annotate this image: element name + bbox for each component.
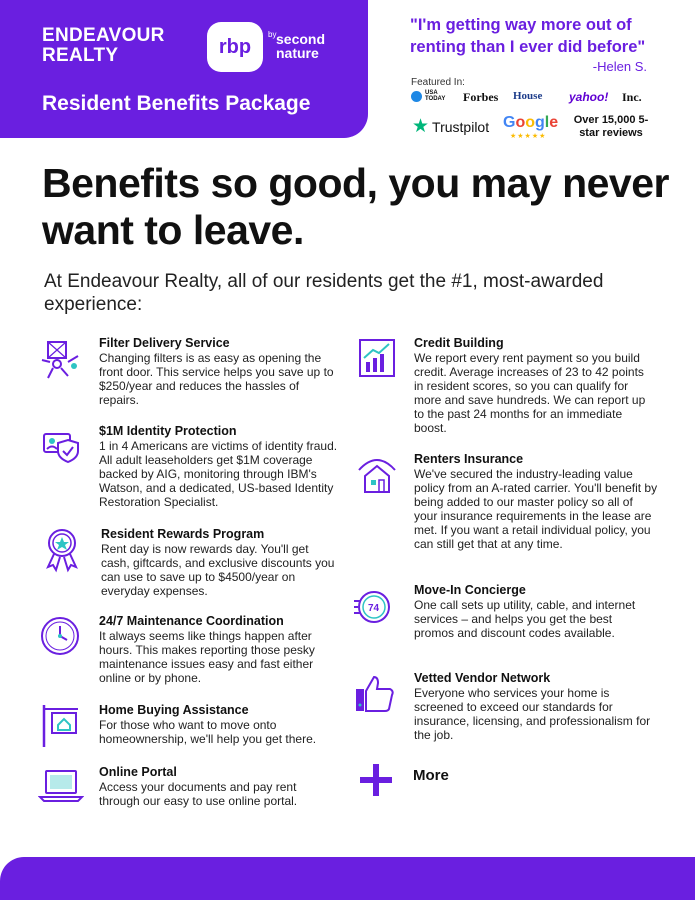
benefit-desc: We've secured the industry-leading value policy from an A-rated carrier. You'll benefit by being added to our master policy so all of your insurance requirements in the lease are met. If you want a retail individual policy, you can still get that at any time. xyxy=(414,467,658,551)
benefit-title: Filter Delivery Service xyxy=(99,336,230,350)
svg-text:74: 74 xyxy=(368,603,380,614)
benefit-desc: 1 in 4 Americans are victims of identity fraud. All adult leaseholders get $1M coverage backed by AIG, monitoring through IBM's Watson, and a dedicated, US-based Identity Restoration Specialist. xyxy=(99,439,338,509)
usa-today-logo: USA TODAY xyxy=(411,90,447,102)
award-ribbon-icon xyxy=(40,527,86,573)
benefit-title: Credit Building xyxy=(414,336,504,350)
benefit-desc: Everyone who services your home is screened to exceed our standards for insurance, licensing, and professionalism for the job. xyxy=(414,686,651,742)
credit-chart-icon xyxy=(355,336,401,382)
google-logo: Google xyxy=(503,114,559,131)
plus-icon xyxy=(358,762,394,798)
benefit-title: Vetted Vendor Network xyxy=(414,671,551,685)
benefit-title: Resident Rewards Program xyxy=(101,527,265,541)
benefit-desc: Rent day is now rewards day. You'll get cash, giftcards, and exclusive discounts you can use to save up to $4500/year on everyday expenses. xyxy=(101,542,335,598)
benefit-title: Home Buying Assistance xyxy=(99,703,249,717)
identity-shield-icon xyxy=(38,424,84,470)
benefit-desc: For those who want to move onto homeownership, we'll help you get there. xyxy=(99,718,317,746)
intro-text: At Endeavour Realty, all of our residents get the #1, most-awarded experience: xyxy=(44,271,604,315)
header-banner xyxy=(0,0,368,138)
brand-name: ENDEAVOUR REALTY xyxy=(42,25,165,66)
benefit-title: Online Portal xyxy=(99,765,177,779)
home-sign-icon xyxy=(38,703,84,749)
benefit-title: Move-In Concierge xyxy=(414,583,526,597)
usa-today-dot-icon xyxy=(411,91,422,102)
rbp-logo: rbp xyxy=(207,22,263,72)
footer-bar xyxy=(0,857,695,900)
logo-by-text: by xyxy=(268,30,277,39)
clock-icon xyxy=(38,614,84,660)
thumbs-up-icon xyxy=(352,671,398,717)
benefit-desc: We report every rent payment so you build credit. Average increases of 23 to 42 points in resident scores, so you can qualify for more and save hundreds. We can report up to the past 24 months for an immediate boost. xyxy=(414,351,646,435)
more-label: More xyxy=(413,767,449,784)
benefit-desc: Changing filters is as easy as opening the front door. This service helps you save up to $250/year and reduces the hassles of repairs. xyxy=(99,351,334,407)
speed-dial-icon xyxy=(352,583,398,629)
package-title: Resident Benefits Package xyxy=(42,92,311,115)
yahoo-logo: yahoo! xyxy=(569,90,609,104)
benefit-title: 24/7 Maintenance Coordination xyxy=(99,614,284,628)
benefit-desc: Access your documents and pay rent through our easy to use online portal. xyxy=(99,780,298,808)
laptop-icon xyxy=(38,765,84,811)
headline: Benefits so good, you may never want to leave. xyxy=(42,160,669,253)
benefit-title: $1M Identity Protection xyxy=(99,424,237,438)
house-logo: House xyxy=(513,90,543,102)
benefit-desc: It always seems like things happen after hours. This makes reporting those pesky maintenance issues easy and fast either online or by phone. xyxy=(99,629,315,685)
trustpilot-star-icon: ★ xyxy=(412,116,430,137)
filter-delivery-icon xyxy=(38,336,84,382)
second-nature-logo: second nature xyxy=(276,31,326,61)
benefit-title: Renters Insurance xyxy=(414,452,524,466)
reviews-count: Over 15,000 5-star reviews xyxy=(573,114,649,139)
testimonial-quote: "I'm getting way more out of renting than I ever did before" xyxy=(410,16,646,56)
google-stars-icon: ★★★★★ xyxy=(510,133,547,140)
benefit-desc: One call sets up utility, cable, and internet services – and helps you get the best promos and discount codes available. xyxy=(414,598,636,640)
forbes-logo: Forbes xyxy=(463,90,499,104)
house-umbrella-icon xyxy=(355,452,401,498)
testimonial-author: -Helen S. xyxy=(592,59,647,74)
featured-label: Featured In: xyxy=(411,77,465,88)
inc-logo: Inc. xyxy=(622,90,642,104)
trustpilot-logo: ★ Trustpilot xyxy=(412,116,490,137)
